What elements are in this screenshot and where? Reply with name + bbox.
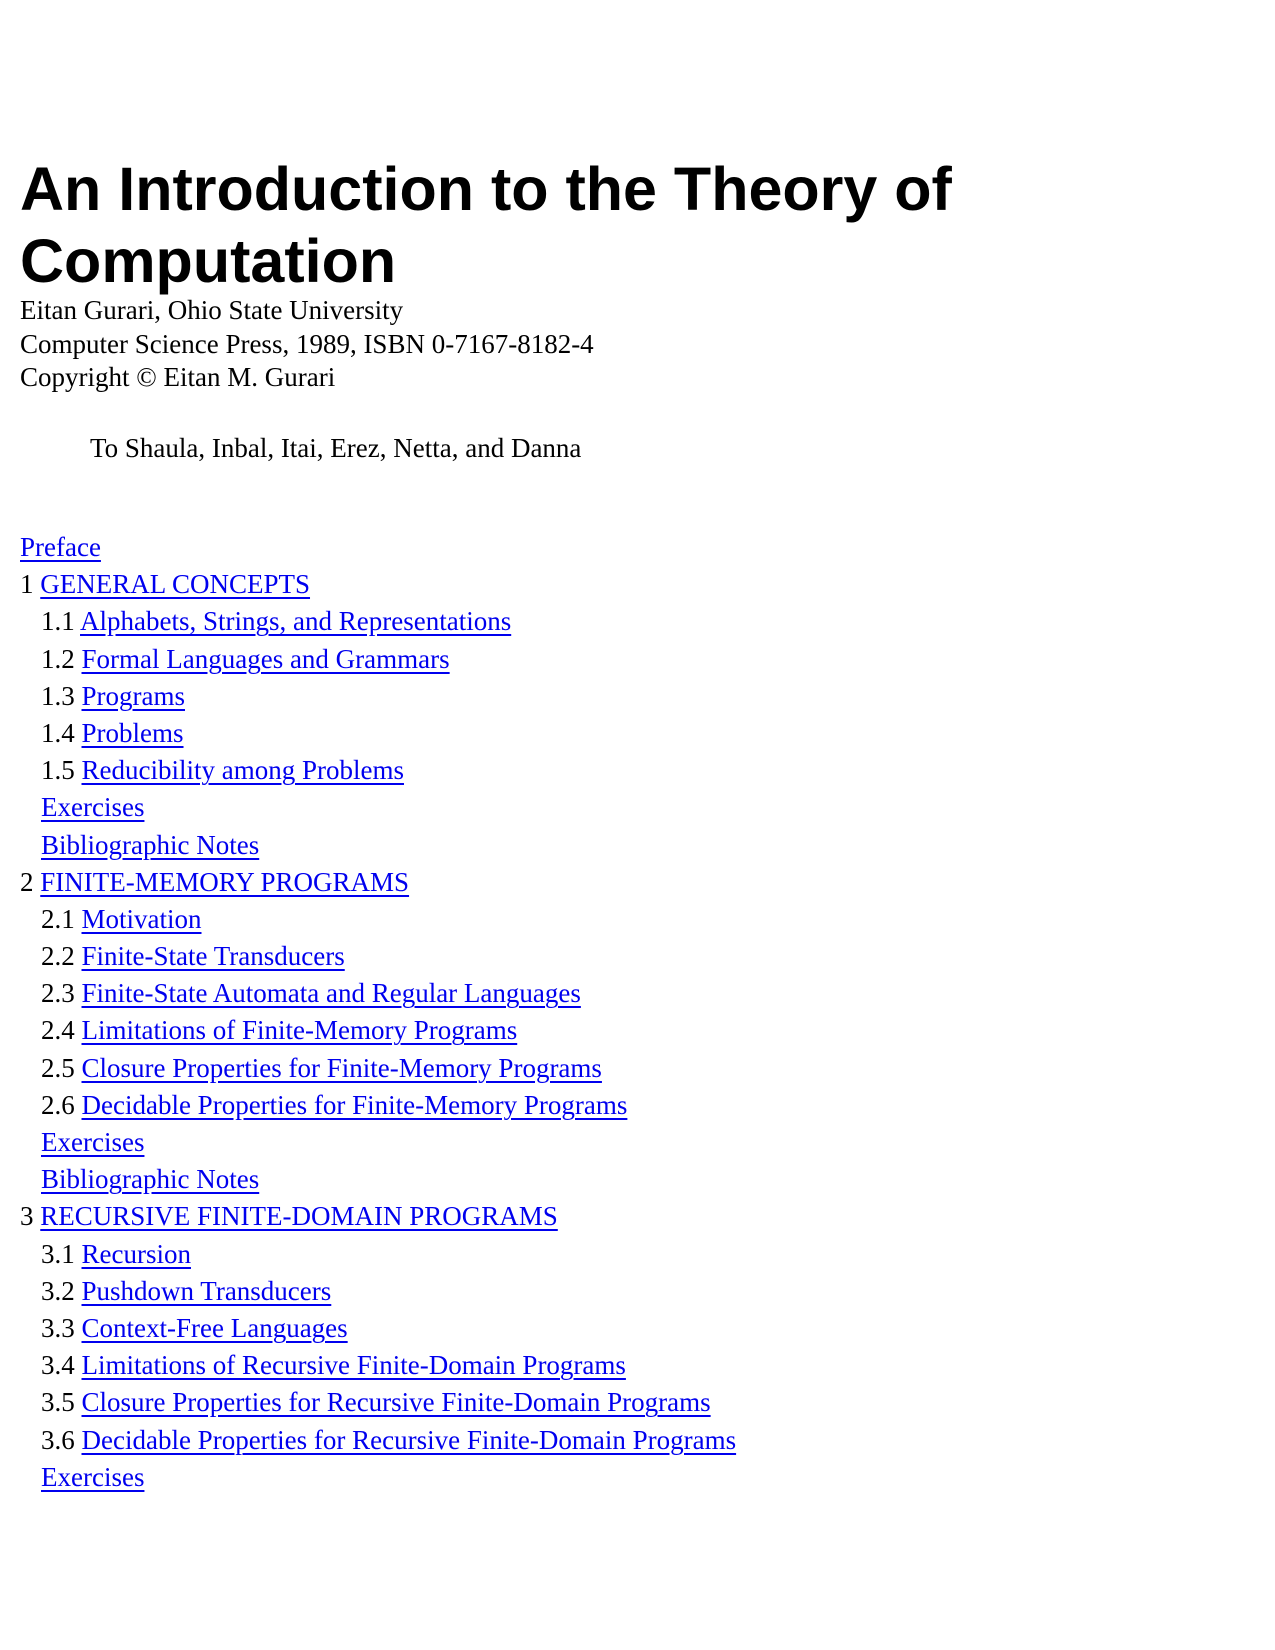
toc-entry <box>20 716 736 753</box>
toc-link[interactable]: Limitations of Finite-Memory Programs <box>81 1015 518 1046</box>
toc-entry <box>20 902 736 939</box>
section-number: 1.4 <box>41 717 75 748</box>
toc-entry <box>20 939 736 976</box>
toc-link[interactable]: Exercises <box>41 1461 145 1492</box>
page-title: An Introduction to the Theory of Computation <box>20 154 952 295</box>
section-number: 2 <box>20 866 34 897</box>
toc-link[interactable]: Alphabets, Strings, and Representations <box>80 606 512 637</box>
section-number: 2.4 <box>41 1015 75 1046</box>
section-number: 3.6 <box>41 1424 75 1455</box>
section-number: 2.6 <box>41 1089 75 1120</box>
toc-entry <box>20 1125 736 1162</box>
section-number: 3 <box>20 1201 34 1232</box>
section-number: 3.5 <box>41 1387 75 1418</box>
toc-entry <box>20 1013 736 1050</box>
toc-entry <box>20 753 736 790</box>
copyright-line: Copyright © Eitan M. Gurari <box>20 362 336 392</box>
toc-entry <box>20 1311 736 1348</box>
toc-link[interactable]: Exercises <box>41 1127 145 1157</box>
toc-entry <box>20 1274 736 1311</box>
section-number: 3.1 <box>41 1238 75 1269</box>
section-number: 1 <box>20 569 34 600</box>
toc-entry <box>20 567 736 604</box>
toc-entry <box>20 604 736 641</box>
section-number: 3.3 <box>41 1312 75 1343</box>
section-number: 2.3 <box>41 978 75 1009</box>
toc-link[interactable]: Context-Free Languages <box>81 1312 348 1343</box>
toc-link[interactable]: Programs <box>81 680 185 711</box>
toc-entry <box>20 976 736 1013</box>
section-number: 3.4 <box>41 1350 75 1381</box>
section-number: 2.1 <box>41 903 75 934</box>
section-number: 1.5 <box>41 755 75 786</box>
toc-link[interactable]: Closure Properties for Recursive Finite-Domain Programs <box>81 1387 711 1418</box>
book-metadata <box>20 294 594 395</box>
section-number: 2.5 <box>41 1052 75 1083</box>
author-line: Eitan Gurari, Ohio State University <box>20 295 404 325</box>
toc-link[interactable]: Pushdown Transducers <box>81 1275 332 1306</box>
toc-link[interactable]: Reducibility among Problems <box>81 755 404 786</box>
toc-entry <box>20 790 736 827</box>
toc-link[interactable]: FINITE-MEMORY PROGRAMS <box>40 866 410 897</box>
toc-link[interactable]: Decidable Properties for Recursive Finite-Domain Programs <box>81 1424 737 1455</box>
toc-entry <box>20 828 736 865</box>
toc-link[interactable]: Recursion <box>81 1238 191 1269</box>
toc-entry <box>20 1162 736 1199</box>
section-number: 1.3 <box>41 680 75 711</box>
toc-link[interactable]: Formal Languages and Grammars <box>81 643 450 674</box>
toc-entry <box>20 1199 736 1236</box>
toc-entry <box>20 1051 736 1088</box>
section-number: 3.2 <box>41 1275 75 1306</box>
toc-link[interactable]: Decidable Properties for Finite-Memory Programs <box>81 1089 628 1120</box>
toc-entry <box>20 642 736 679</box>
toc-entry <box>20 1348 736 1385</box>
toc-link[interactable]: Exercises <box>41 792 145 823</box>
toc-entry <box>20 1385 736 1422</box>
toc-link[interactable]: Bibliographic Notes <box>41 829 260 860</box>
toc-link[interactable]: Problems <box>81 717 184 748</box>
toc-entry <box>20 1088 736 1125</box>
toc-entry <box>20 1237 736 1274</box>
toc-link[interactable]: GENERAL CONCEPTS <box>40 569 311 600</box>
dedication: To Shaula, Inbal, Itai, Erez, Netta, and Danna <box>90 433 582 463</box>
toc-link[interactable]: Closure Properties for Finite-Memory Programs <box>81 1052 602 1083</box>
toc-link[interactable]: RECURSIVE FINITE-DOMAIN PROGRAMS <box>40 1201 558 1232</box>
toc-entry <box>20 679 736 716</box>
publisher-line: Computer Science Press, 1989, ISBN 0-7167-8182-4 <box>20 328 594 359</box>
toc-entry <box>20 1460 736 1497</box>
toc-entry <box>20 865 736 902</box>
toc-link[interactable]: Motivation <box>81 903 202 934</box>
toc-link[interactable]: Preface <box>20 532 101 562</box>
toc-link[interactable]: Finite-State Automata and Regular Languages <box>81 978 581 1009</box>
toc-entry <box>20 530 736 567</box>
toc-link[interactable]: Limitations of Recursive Finite-Domain Programs <box>81 1350 626 1381</box>
toc-link[interactable]: Finite-State Transducers <box>81 941 345 972</box>
section-number: 2.2 <box>41 941 75 972</box>
section-number: 1.1 <box>41 606 75 637</box>
toc-link[interactable]: Bibliographic Notes <box>41 1164 260 1195</box>
section-number: 1.2 <box>41 643 75 674</box>
toc-entry <box>20 1423 736 1460</box>
table-of-contents <box>20 530 736 1497</box>
